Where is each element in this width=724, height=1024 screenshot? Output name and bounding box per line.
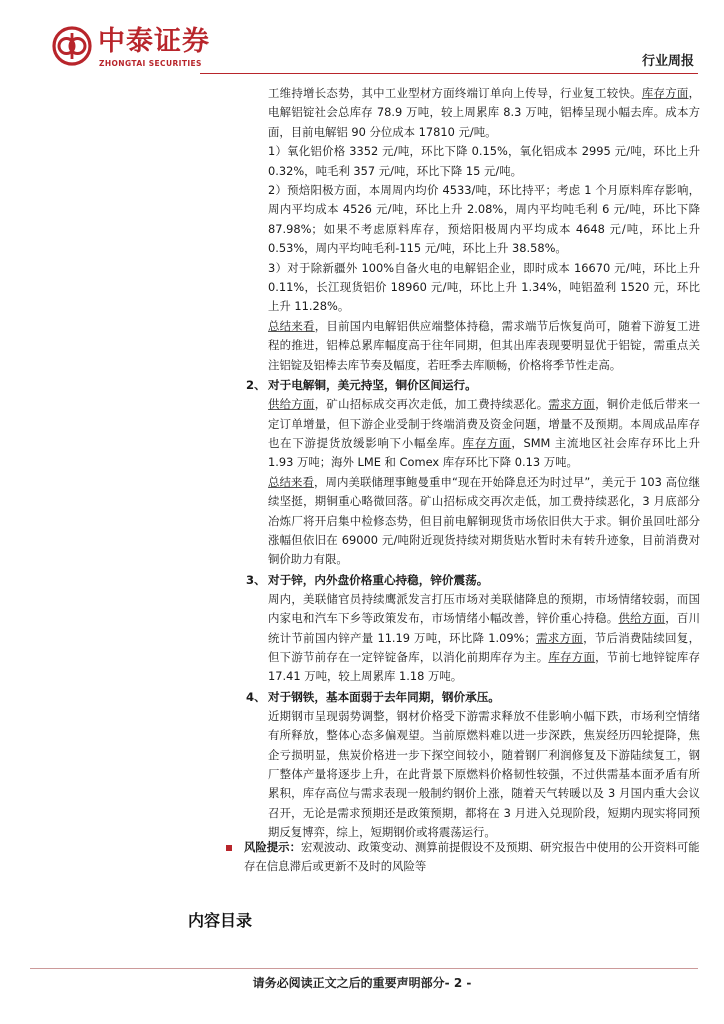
section-heading-zinc xyxy=(246,570,700,590)
summary-label: 总结来看 xyxy=(268,474,314,489)
paragraph-aluminum-cost: 3）对于除新疆外 100%自备火电的电解铝企业，即时成本 16670 元/吨，环比上升 0.11%，长江现货铝价 18960 元/吨，环比上升 1.34%，吨铝盈利 1520 元，环比上升 11.28%。 xyxy=(268,260,700,314)
risk-warning xyxy=(226,838,700,877)
risk-warning-text xyxy=(244,838,700,877)
paragraph-copper-summary xyxy=(268,473,700,570)
section-title: 对于电解铜，美元持坚，铜价区间运行。 xyxy=(268,378,477,393)
page-footer: 请务必阅读正文之后的重要声明部分- 2 - xyxy=(252,976,472,990)
text-run: 周内，美联储官员持续鹰派发言打压市场对美联储降息的预期，市场情绪较弱，而国内家电和汽车下乡等政策发布，市场情绪小幅改善，锌价重心持稳。 xyxy=(268,591,700,626)
section-number: 2、 xyxy=(246,378,266,393)
logo-english-text: ZHONGTAI SECURITIES xyxy=(99,59,202,68)
text-run: ，SMM 主流地区社会库存环比上升 1.93 万吨；海外 LME 和 Comex 库存环比下降 0.13 万吨。 xyxy=(268,435,700,470)
text-run: ，周内美联储理事鲍曼重申“现在开始降息还为时过早”，美元于 103 高位继续坚挺，期铜重心略微回落。矿山招标成交再次走低，加工费持续恶化，3 月底部分冶炼厂将开启集中检修态势，但目前电解铜现货市场依旧供大于求。铜价虽回吐部分涨幅但依旧在 69000 元/吨附近现货持续对期货贴水暂时未有转升迹象，目前消费对铜价助力有限。 xyxy=(268,474,700,567)
section-heading-steel xyxy=(246,687,700,707)
demand-label: 需求方面 xyxy=(548,397,596,412)
zhongtai-logo-icon xyxy=(52,26,92,66)
paragraph-copper-fundamentals xyxy=(268,395,700,473)
section-title: 对于钢铁，基本面弱于去年同期，钢价承压。 xyxy=(268,689,500,704)
section-number: 3、 xyxy=(246,572,266,587)
paragraph-steel: 近期钢市呈现弱势调整，钢材价格受下游需求释放不佳影响小幅下跌，市场利空情绪有所释放，整体心态多偏观望。当前原燃料难以进一步深跌，焦炭经历四轮提降，焦企亏损明显，焦炭价格进一步下探空间较小，随着钢厂利润修复及下游陆续复工，钢厂整体产量将逐步上升，在此背景下原燃料价格韧性较强，不过供需基本面矛盾有所累积，库存高位与需求表现一般制约钢价上涨，随着天气转暖以及 3 月国内重大会议召开，无论是需求预期还是政策预期，都将在 3 月进入兑现阶段，短期内现实将同预期反复博弈，综上，短期钢价或将震荡运行。 xyxy=(268,708,700,840)
text-run: ，节前七地锌锭库存 17.41 万吨，较上周累库 1.18 万吨。 xyxy=(268,649,700,684)
supply-label: 供给方面 xyxy=(618,611,666,626)
footer-divider xyxy=(30,968,698,969)
text-run: ，铜价走低后带来一定订单增量，但下游企业受制于终端消费及资金问题，增量不及预期。本周成品库存也在下游提货放缓影响下小幅垒库。 xyxy=(268,397,700,450)
summary-label: 总结来看 xyxy=(268,318,315,333)
text-run: ，节后消费陆续回复，但下游节前存在一定锌锭备库，以消化前期库存为主。 xyxy=(268,630,700,664)
paragraph-prebaked-anode: 2）预焙阳极方面，本周周内均价 4533/吨，环比持平；考虑 1 个月原料库存影响，周内平均成本 4526 元/吨，环比上升 2.08%，周内平均吨毛利 6 元/吨，环比下降 87.98%；如果不考虑原料库存，预焙阳极周内平均成本 4648 元/吨，环比上升 0.53%，周内平均吨毛利-115 元/吨，环比上升 38.58%。 xyxy=(268,183,700,256)
report-type-label: 行业周报 xyxy=(641,54,694,69)
header-divider xyxy=(200,73,698,74)
paragraph-aluminum-demand xyxy=(268,84,700,142)
paragraph-aluminum-summary xyxy=(268,317,700,375)
square-bullet-icon xyxy=(226,845,232,851)
paragraph-zinc xyxy=(268,590,700,687)
inventory-label: 库存方面 xyxy=(548,649,596,664)
text-run: ，百川统计节前国内锌产量 11.19 万吨，环比降 1.09%； xyxy=(268,611,700,645)
section-heading-copper xyxy=(246,375,700,395)
text-run: ，目前国内电解铝供应端整体持稳，需求端节后恢复尚可，随着下游复工进程的推进，铝棒总累库幅度高于往年同期，但其出库表现要明显优于铝锭，需重点关注铝锭及铝棒去库节奏及幅度，若旺季去库顺畅，价格将季节性走高。 xyxy=(268,318,700,372)
toc-title: 内容目录 xyxy=(188,911,253,930)
report-body xyxy=(226,84,700,843)
paragraph-alumina: 1）氧化铝价格 3352 元/吨，环比下降 0.15%，氧化铝成本 2995 元/吨，环比上升 0.32%，吨毛利 357 元/吨，环比下降 15 元/吨。 xyxy=(268,144,700,178)
inventory-label: 库存方面 xyxy=(641,86,689,100)
text-run: ，电解铝锭社会总库存 78.9 万吨，较上周累库 8.3 万吨，铝棒呈现小幅去库。成本方面，目前电解铝 90 分位成本 17810 元/吨。 xyxy=(268,86,700,139)
inventory-label: 库存方面 xyxy=(462,435,512,450)
supply-label: 供给方面 xyxy=(268,397,315,412)
page-header xyxy=(0,0,724,80)
demand-label: 需求方面 xyxy=(535,630,584,645)
section-number: 4、 xyxy=(246,689,266,704)
section-title: 对于锌，内外盘价格重心持稳，锌价震荡。 xyxy=(268,572,489,587)
risk-body: 宏观波动、政策变动、测算前提假设不及预期、研究报告中使用的公开资料可能存在信息滞后或更新不及时的风险等 xyxy=(244,840,700,874)
text-run: ，矿山招标成交再次走低，加工费持续恶化。 xyxy=(314,397,549,412)
risk-label: 风险提示： xyxy=(244,840,301,854)
text-run: 工维持增长态势，其中工业型材方面终端订单向上传导，行业复工较快。 xyxy=(268,86,642,100)
logo-text: 中泰证券 xyxy=(98,26,210,57)
